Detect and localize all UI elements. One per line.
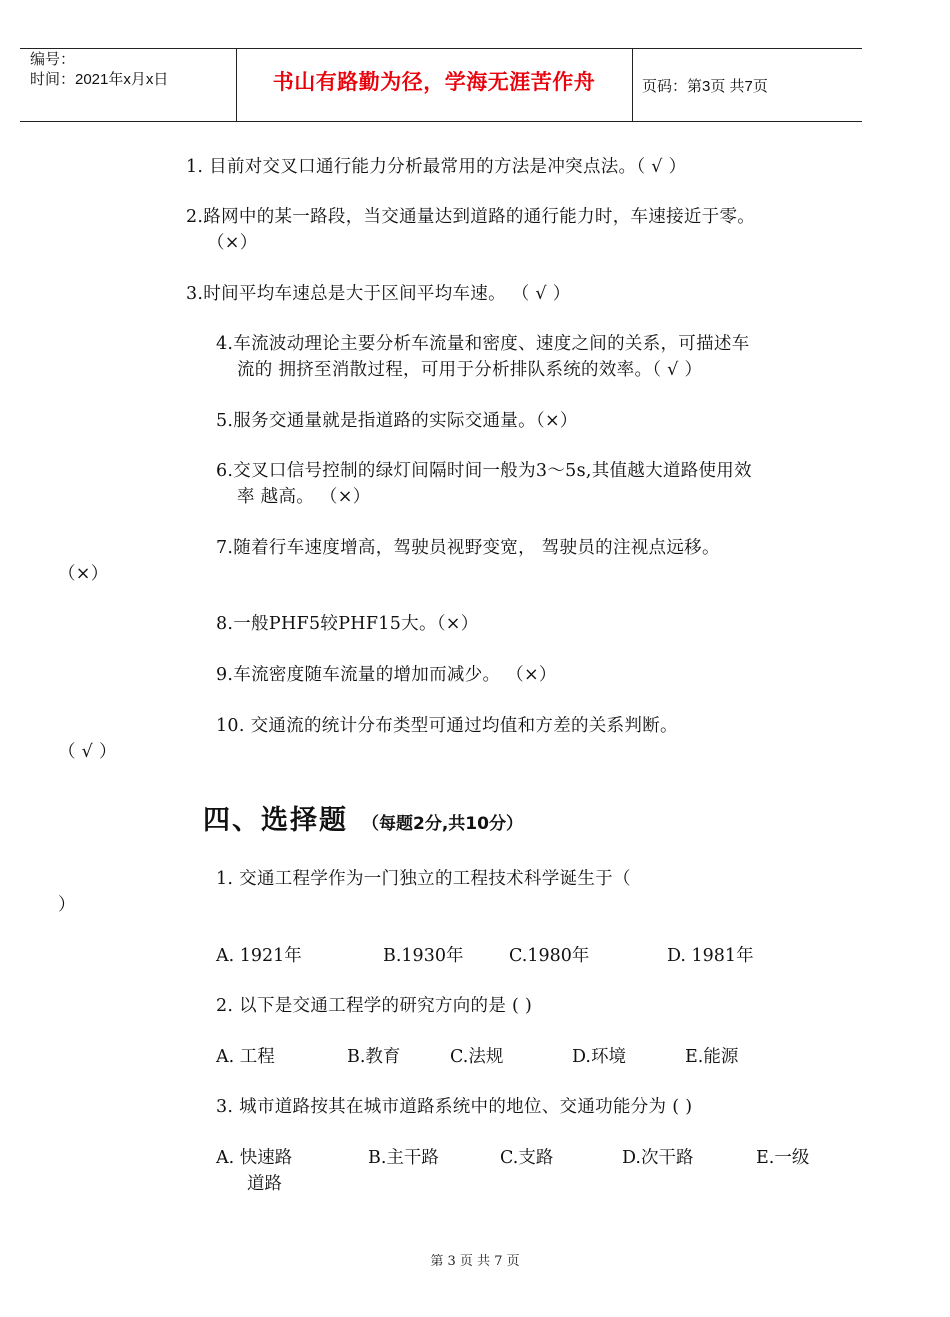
tf-item-10: 10. 交通流的统计分布类型可通过均值和方差的关系判断。 [216,716,678,736]
tf-item-9: 9.车流密度随车流量的增加而减少。 （×） [216,665,557,685]
question-3-option-a: A. 快速路 [216,1148,293,1168]
question-1-option-c: C.1980年 [509,946,590,966]
header-divider [632,48,633,121]
section-note: （每题2分,共10分） [362,814,523,834]
question-1-stem: 1. 交通工程学作为一门独立的工程技术科学诞生于（ [216,869,631,889]
question-3-option-d: D.次干路 [622,1148,694,1168]
question-3-option-c: C.支路 [500,1148,554,1168]
tf-item-8: 8.一般PHF5较PHF15大。（×） [216,614,479,634]
header-motto: 书山有路勤为径，学海无涯苦作舟 [272,70,596,94]
tf-item-5: 5.服务交通量就是指道路的实际交通量。（×） [216,411,578,431]
document-time-label: 时间：2021年x月x日 [30,71,169,88]
question-2-option-a: A. 工程 [216,1047,275,1067]
document-number-label: 编号： [30,51,76,68]
tf-item-4-cont: 流的 拥挤至消散过程，可用于分析排队系统的效率。（ √ ） [237,360,703,380]
page-footer: 第 3 页 共 7 页 [430,1254,520,1269]
question-2-stem: 2. 以下是交通工程学的研究方向的是 ( ) [216,996,533,1016]
question-3-stem: 3. 城市道路按其在城市道路系统中的地位、交通功能分为 ( ) [216,1097,693,1117]
question-3-option-e-cont: 道路 [247,1174,282,1194]
section-heading [203,798,523,837]
question-2-option-b: B.教育 [347,1047,401,1067]
tf-item-7-cont: （×） [58,564,109,584]
tf-item-7: 7.随着行车速度增高，驾驶员视野变宽， 驾驶员的注视点远移。 [216,538,720,558]
tf-item-10-cont: （ √ ） [58,742,117,762]
header-page-number: 页码：第3页 共7页 [642,78,768,95]
question-3-option-e: E.一级 [756,1148,810,1168]
tf-item-3: 3.时间平均车速总是大于区间平均车速。 （ √ ） [186,284,571,304]
question-3-option-b: B.主干路 [368,1148,439,1168]
question-1-option-a: A. 1921年 [216,946,302,966]
tf-item-1: 1. 目前对交叉口通行能力分析最常用的方法是冲突点法。（ √ ） [186,157,687,177]
tf-item-6: 6.交叉口信号控制的绿灯间隔时间一般为3～5s,其值越大道路使用效 [216,461,752,481]
tf-item-2-cont: （×） [207,233,258,253]
question-2-option-d: D.环境 [572,1047,626,1067]
tf-item-4: 4.车流波动理论主要分析车流量和密度、速度之间的关系，可描述车 [216,334,750,354]
question-1-stem-cont: ） [58,895,76,915]
tf-item-2: 2.路网中的某一路段，当交通量达到道路的通行能力时，车速接近于零。 [186,207,756,227]
question-2-option-c: C.法规 [450,1047,504,1067]
question-1-option-b: B.1930年 [383,946,464,966]
header-meta [30,50,168,90]
section-title: 四、选择题 [203,805,348,836]
question-2-option-e: E.能源 [685,1047,739,1067]
tf-item-6-cont: 率 越高。 （×） [237,487,371,507]
question-1-option-d: D. 1981年 [667,946,754,966]
